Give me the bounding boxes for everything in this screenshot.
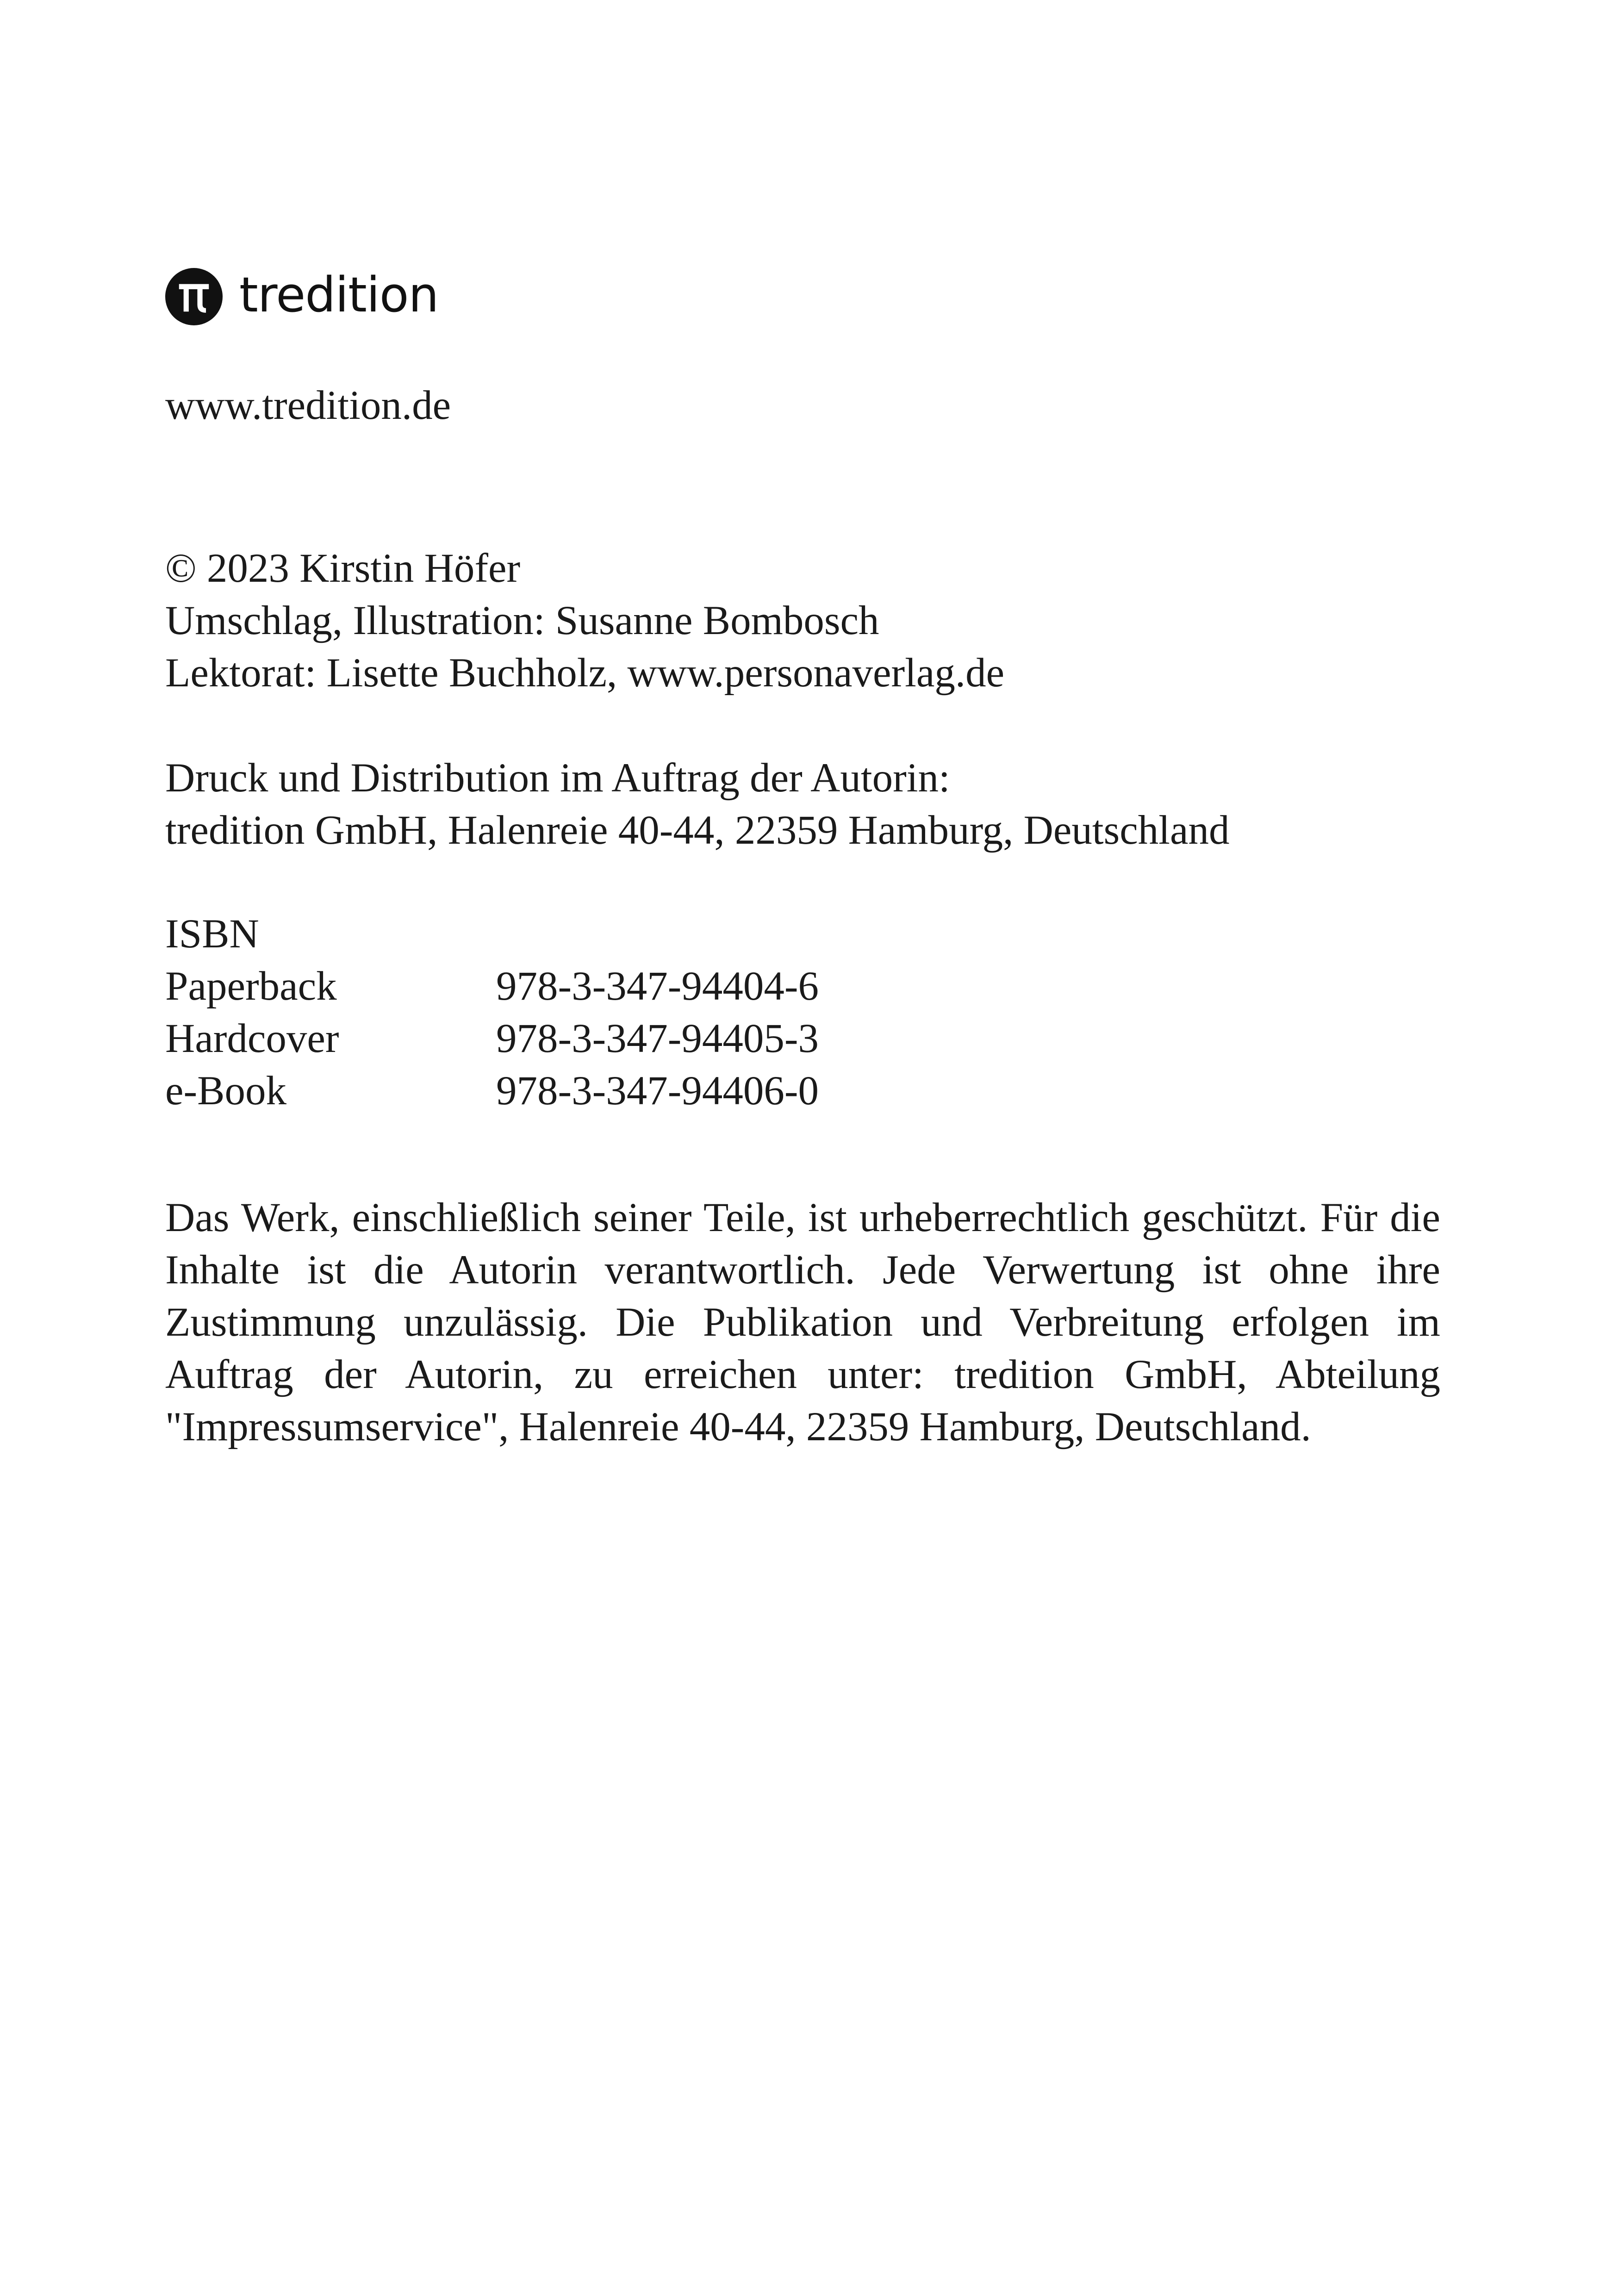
isbn-number: 978-3-347-94405-3 [496, 1016, 819, 1061]
print-info-line-2: tredition GmbH, Halenreie 40-44, 22359 Hamburg, Deutschland [165, 808, 1230, 853]
legal-notice: Das Werk, einschließlich seiner Teile, ist urheberrechtlich geschützt. Für die Inhalte ist die Autorin verantwortlich. Jede Verwertung ist ohne ihre Zustimmung unzulässig. Die Publikation und Verbreitung erfolgen im Auftrag der Autorin, zu erreichen unter: tredition GmbH, Abteilung "Impressumservice", Halenreie 40-44, 22359 Hamburg, Deutschland. [165, 1195, 1440, 1450]
publisher-logo [165, 267, 438, 327]
print-info-line-1: Druck und Distribution im Auftrag der Autorin: [165, 755, 950, 801]
tredition-logo-icon [165, 268, 223, 325]
copyright-line: © 2023 Kirstin Höfer [165, 546, 521, 591]
isbn-format-label: Paperback [165, 964, 337, 1009]
isbn-format-label: e-Book [165, 1068, 287, 1114]
isbn-number: 978-3-347-94406-0 [496, 1068, 819, 1114]
isbn-heading: ISBN [165, 911, 259, 957]
editing-credit-line: Lektorat: Lisette Buchholz, www.personaverlag.de [165, 650, 1005, 696]
publisher-website: www.tredition.de [165, 383, 451, 428]
publisher-name: tredition [239, 267, 439, 323]
isbn-number: 978-3-347-94404-6 [496, 964, 819, 1009]
print-distribution-block [165, 752, 1230, 857]
cover-credit-line: Umschlag, Illustration: Susanne Bombosch [165, 598, 879, 643]
credits-block [165, 542, 1004, 699]
isbn-format-label: Hardcover [165, 1016, 339, 1061]
